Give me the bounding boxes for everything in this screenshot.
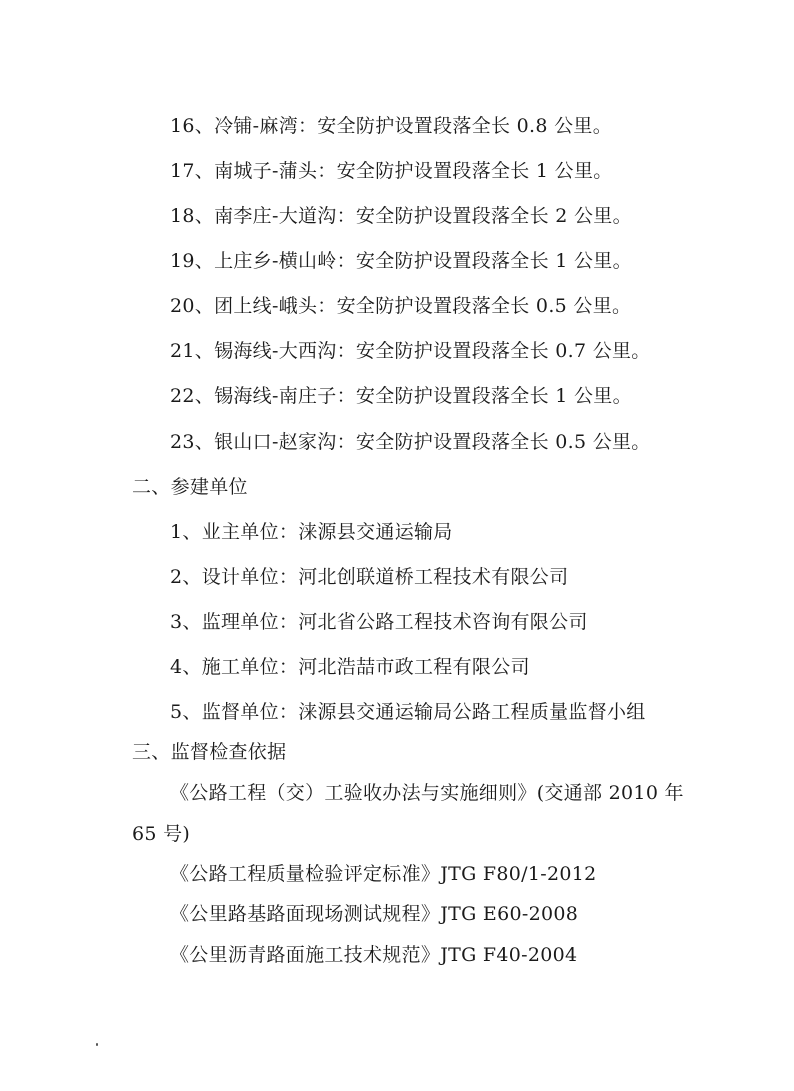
section-heading-participants: 二、参建单位 xyxy=(132,476,248,498)
road-item-20: 20、团上线-峨头：安全防护设置段落全长 0.5 公里。 xyxy=(170,295,632,317)
reference-asphalt-spec: 《公里沥青路面施工技术规范》JTG F40-2004 xyxy=(170,944,578,966)
reference-acceptance-line1: 《公路工程（交）工验收办法与实施细则》(交通部 2010 年 xyxy=(170,782,684,804)
participant-oversight: 5、监督单位：涞源县交通运输局公路工程质量监督小组 xyxy=(170,701,646,723)
road-item-21: 21、锡海线-大西沟：安全防护设置段落全长 0.7 公里。 xyxy=(170,340,651,362)
road-item-18: 18、南李庄-大道沟：安全防护设置段落全长 2 公里。 xyxy=(170,205,632,227)
reference-quality-standard: 《公路工程质量检验评定标准》JTG F80/1-2012 xyxy=(170,863,597,885)
participant-contractor: 4、施工单位：河北浩喆市政工程有限公司 xyxy=(170,656,530,678)
reference-testing-rules: 《公里路基路面现场测试规程》JTG E60-2008 xyxy=(170,903,579,925)
participant-supervisor: 3、监理单位：河北省公路工程技术咨询有限公司 xyxy=(170,611,588,633)
road-item-22: 22、锡海线-南庄子：安全防护设置段落全长 1 公里。 xyxy=(170,385,632,407)
participant-owner: 1、业主单位：涞源县交通运输局 xyxy=(170,521,453,543)
scan-speck xyxy=(96,1043,98,1046)
road-item-17: 17、南城子-蒲头：安全防护设置段落全长 1 公里。 xyxy=(170,160,613,182)
participant-designer: 2、设计单位：河北创联道桥工程技术有限公司 xyxy=(170,566,569,588)
reference-acceptance-line2: 65 号) xyxy=(132,823,191,845)
road-item-19: 19、上庄乡-横山岭：安全防护设置段落全长 1 公里。 xyxy=(170,250,632,272)
road-item-23: 23、银山口-赵家沟：安全防护设置段落全长 0.5 公里。 xyxy=(170,431,651,453)
road-item-16: 16、冷铺-麻湾：安全防护设置段落全长 0.8 公里。 xyxy=(170,115,612,137)
section-heading-basis: 三、监督检查依据 xyxy=(132,741,287,763)
